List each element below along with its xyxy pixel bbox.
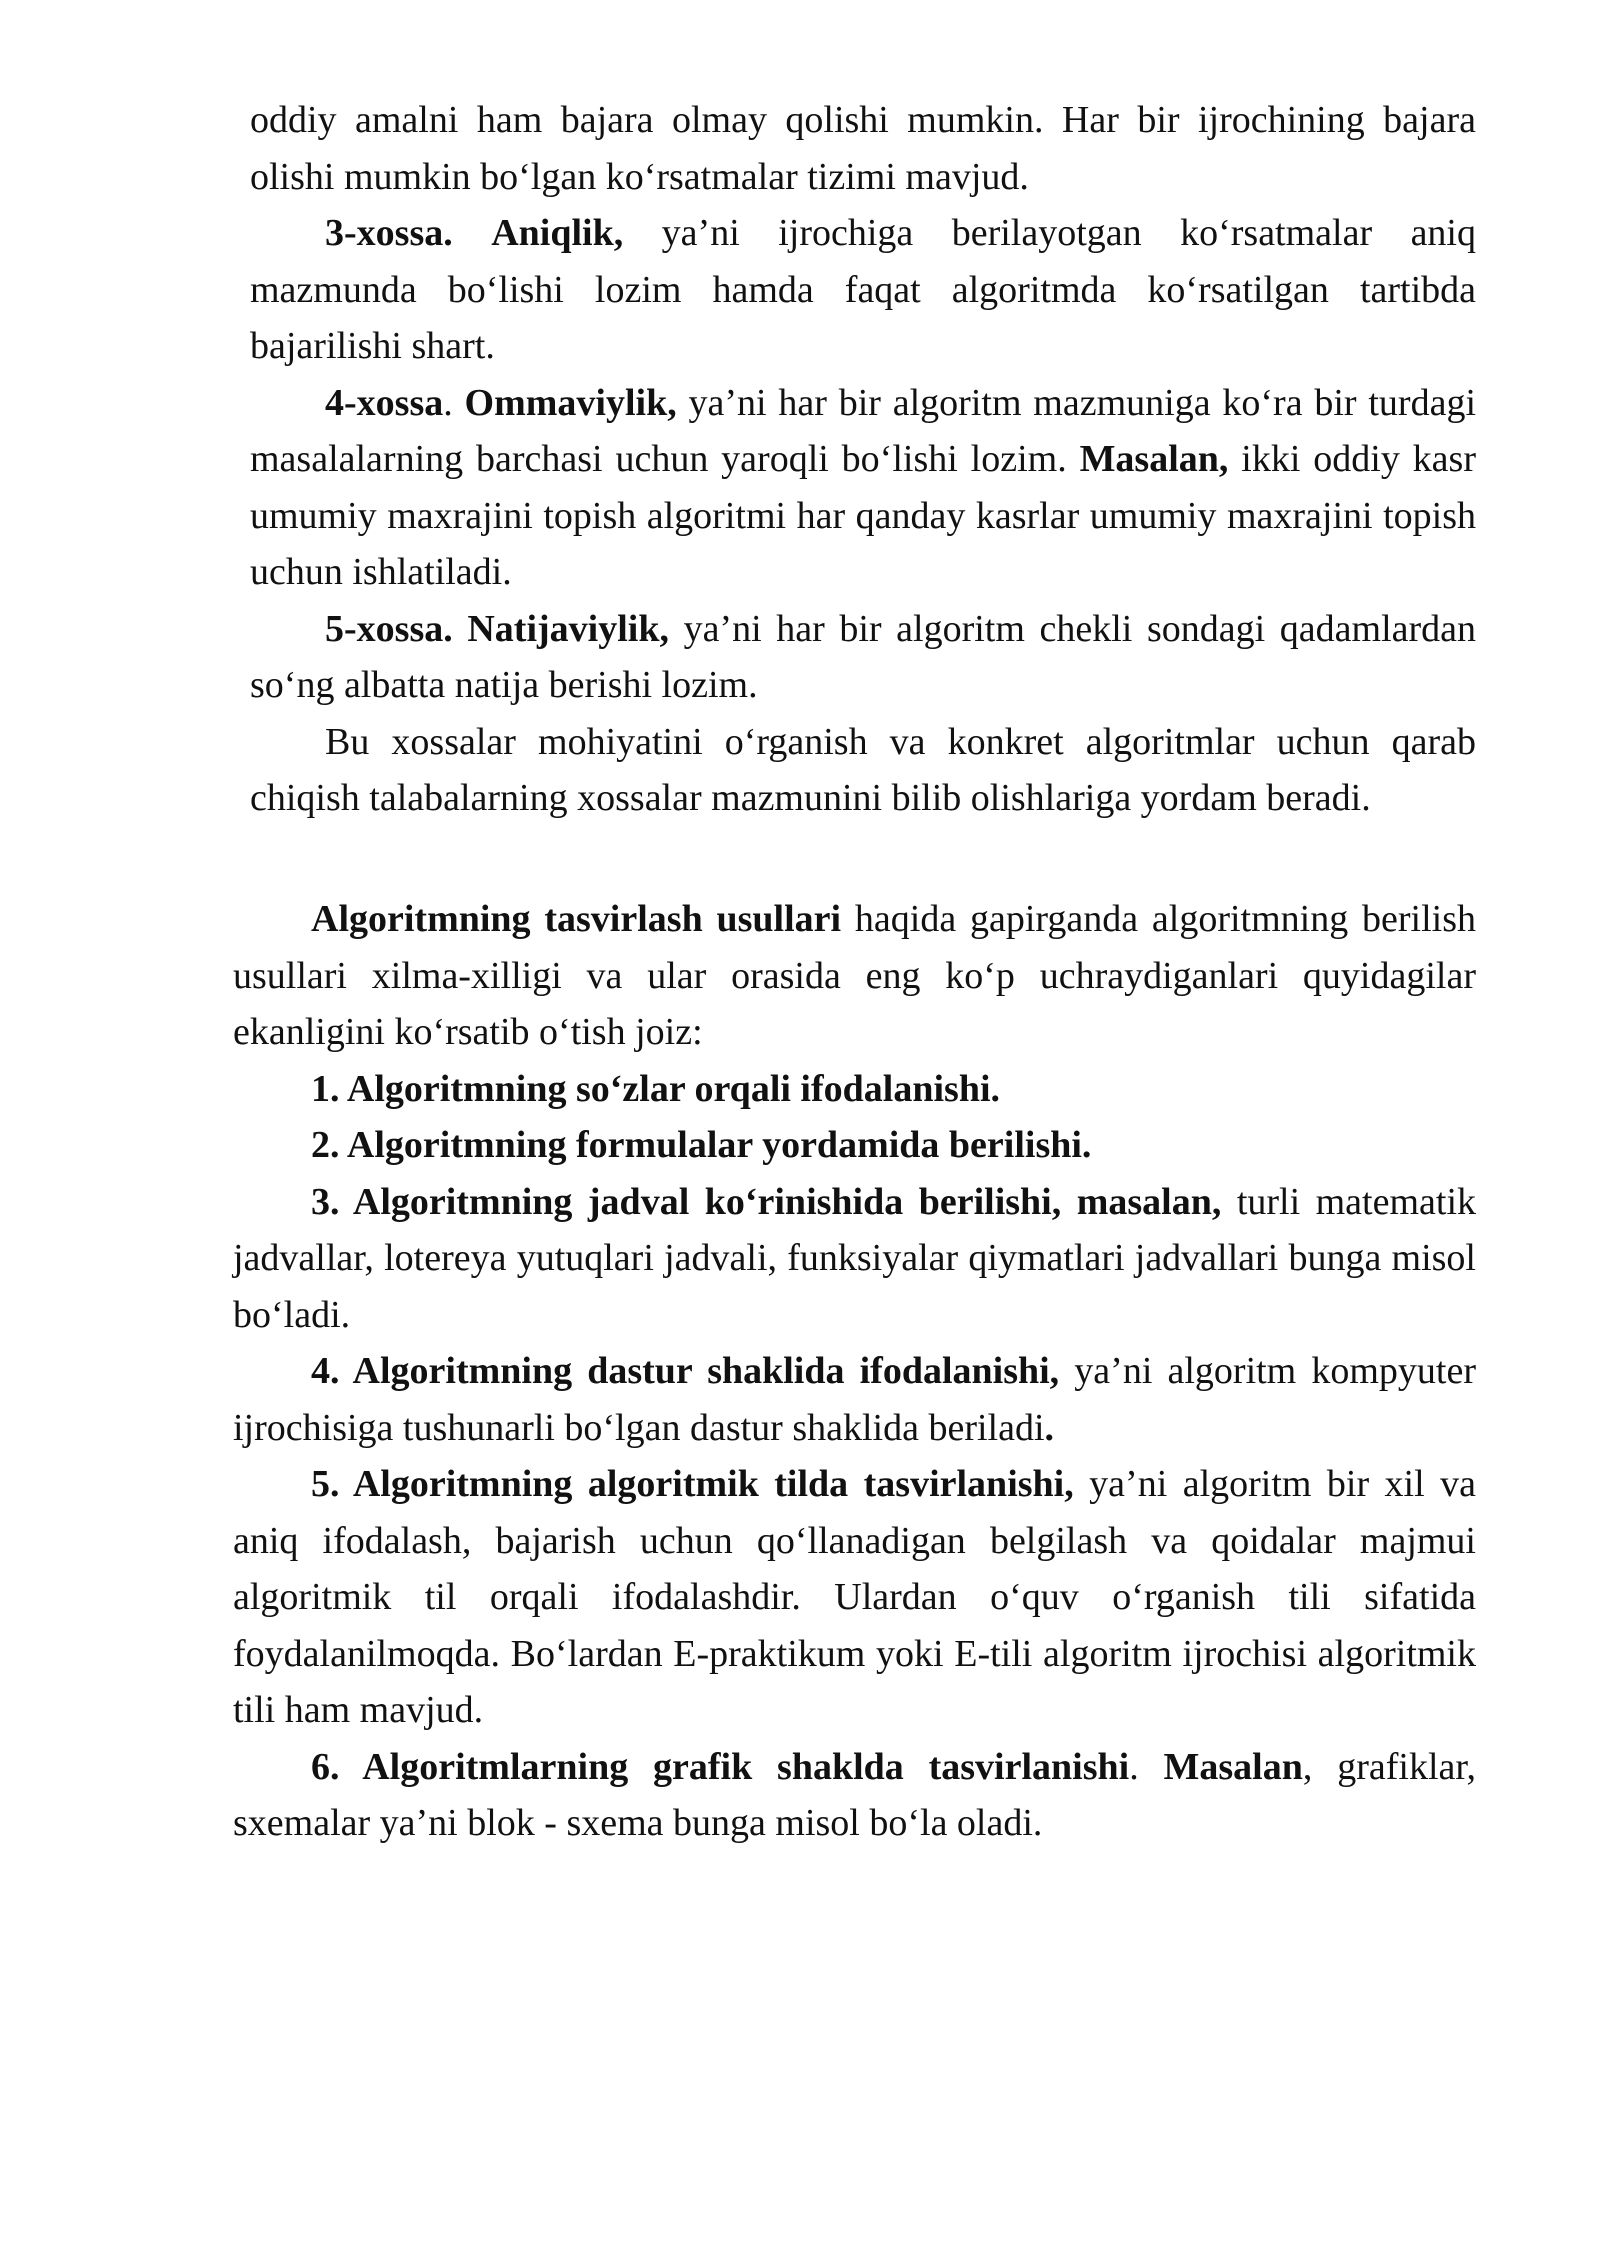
text-block-properties [250, 92, 1476, 827]
paragraph-text: ya’ni ijrochiga berilayotgan ko‘rsatmalar aniq mazmunda bo‘lishi lozim hamda faqat algoritmda ko‘rsatilgan tartibda bajarilishi shart. [250, 212, 1476, 367]
paragraph-property-3 [250, 205, 1476, 375]
example-term: Masalan, [1079, 438, 1229, 480]
list-item-6 [233, 1739, 1476, 1852]
paragraph-text: ya’ni har bir algoritm mazmuniga ko‘ra bir turdagi masalalarning barchasi uchun yaroqli bo‘lishi lozim. [250, 381, 1477, 480]
paragraph-text: turli matematik jadvallar, lotereya yutuqlari jadvali, funksiyalar qiymatlari jadvallari bunga misol bo‘ladi. [233, 1180, 1476, 1336]
paragraph-text: haqida gapirganda algoritmning berilish usullari xilma-xilligi va ular orasida eng ko‘p uchraydiganlari quyidagilar ekanligini ko‘rsatib o‘tish joiz: [233, 898, 1476, 1053]
section-term: Algoritmning tasvirlash usullari [311, 898, 842, 940]
label-punctuation: . [443, 381, 465, 424]
list-item-5 [233, 1456, 1476, 1739]
list-item-4 [233, 1343, 1476, 1456]
paragraph-property-5 [250, 601, 1476, 714]
list-item-heading: 2. Algoritmning formulalar yordamida berilishi. [311, 1124, 1092, 1166]
paragraph-conclusion [250, 714, 1476, 827]
paragraph-methods-intro [233, 891, 1476, 1061]
paragraph-text: . [1129, 1745, 1164, 1788]
list-item-1 [233, 1061, 1476, 1118]
paragraph-text: ikki oddiy kasr umumiy maxrajini topish algoritmi har qanday kasrlar umumiy maxrajini topish uchun ishlatiladi. [250, 438, 1476, 593]
property-label: 3-xossa. [325, 212, 453, 254]
list-item-heading: 4. Algoritmning dastur shaklida ifodalanishi, [311, 1350, 1060, 1392]
paragraph-text: oddiy amalni ham bajara olmay qolishi mumkin. Har bir ijrochining bajara olishi mumkin bo‘lgan ko‘rsatmalar tizimi mavjud. [250, 99, 1476, 198]
list-item-2 [233, 1117, 1476, 1174]
property-term: Ommaviylik, [464, 381, 677, 424]
list-item-heading: 5. Algoritmning algoritmik tilda tasvirlanishi, [311, 1463, 1074, 1505]
paragraph-text: , grafiklar, sxemalar ya’ni blok - sxema bunga misol bo‘la oladi. [233, 1745, 1476, 1844]
property-label: 4-xossa [325, 381, 444, 424]
list-item-3 [233, 1174, 1476, 1344]
paragraph-continuation [250, 92, 1476, 205]
paragraph-text: ya’ni algoritm kompyuter ijrochisiga tushunarli bo‘lgan dastur shaklida beriladi [233, 1350, 1476, 1449]
paragraph-text: ya’ni har bir algoritm chekli sondagi qadamlardan so‘ng albatta natija berishi lozim. [250, 607, 1477, 706]
paragraph-property-4 [250, 375, 1476, 601]
property-label: 5-xossa. [325, 607, 453, 650]
list-item-heading: 6. Algoritmlarning grafik shaklda tasvirlanishi [311, 1745, 1130, 1788]
paragraph-text: ya’ni algoritm bir xil va aniq ifodalash, bajarish uchun qo‘llanadigan belgilash va qoidalar majmui algoritmik til orqali ifodalashdir. Ulardan o‘quv o‘rganish tili sifatida foydalanilmoqda. Bo‘lardan E-praktikum yoki E-tili algoritm ijrochisi algoritmik tili ham mavjud. [233, 1463, 1476, 1731]
paragraph-text: Bu xossalar mohiyatini o‘rganish va konkret algoritmlar uchun qarab chiqish talabalarning xossalar mazmunini bilib olishlariga yordam beradi. [250, 720, 1476, 819]
text-block-methods [233, 891, 1476, 1852]
list-item-heading: 3. Algoritmning jadval ko‘rinishida berilishi, masalan, [311, 1180, 1222, 1223]
property-term: Natijaviylik, [467, 607, 669, 650]
end-punctuation: . [1044, 1406, 1055, 1449]
property-term: Aniqlik, [491, 212, 624, 254]
example-term: Masalan [1163, 1745, 1303, 1788]
list-item-heading: 1. Algoritmning so‘zlar orqali ifodalanishi. [311, 1067, 1001, 1110]
